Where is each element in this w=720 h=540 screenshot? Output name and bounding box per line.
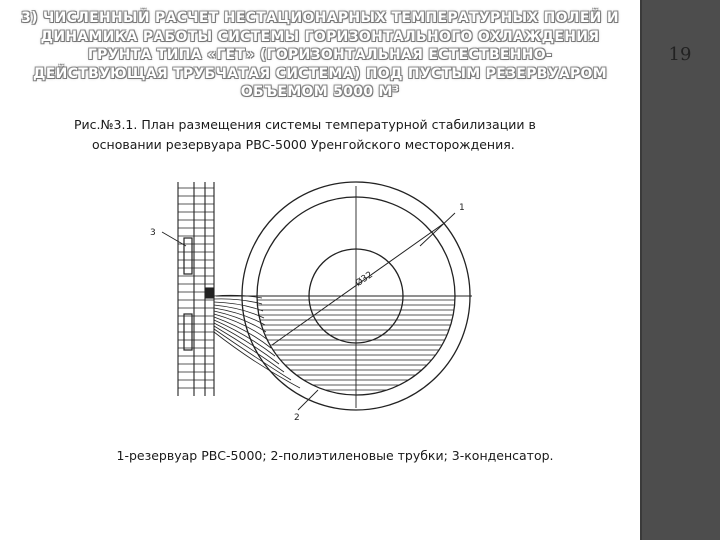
title-line-2: ДИНАМИКА РАБОТЫ СИСТЕМЫ ГОРИЗОНТАЛЬНОГО ОХЛАЖДЕНИЯ	[40, 28, 600, 45]
leader-line-1	[420, 213, 455, 246]
caption-line-2: основании резервуара РВС-5000 Уренгойского месторождения.	[92, 136, 515, 152]
condenser-rack	[178, 182, 214, 396]
title-line-5: ОБЪЕМОМ 5000 М³	[240, 84, 400, 100]
tube-fan	[214, 295, 300, 388]
figure-caption	[74, 115, 614, 154]
leader-line-2	[298, 390, 318, 410]
leader-line-3	[162, 232, 186, 246]
figure-label-3: 3	[150, 228, 156, 238]
page-number: 19	[668, 44, 692, 65]
figure-label-2: 2	[294, 413, 300, 423]
title-line-1: 3) ЧИСЛЕННЫЙ РАСЧЕТ НЕСТАЦИОНАРНЫХ ТЕМПЕРАТУРНЫХ ПОЛЕЙ И	[21, 10, 619, 26]
title-line-4: ДЕЙСТВУЮЩАЯ ТРУБЧАТАЯ СИСТЕМА) ПОД ПУСТЫМ РЕЗЕРВУАРОМ	[33, 65, 607, 82]
figure-legend: 1-резервуар РВС-5000; 2-полиэтиленовые трубки; 3-конденсатор.	[116, 448, 554, 463]
caption-line-1: Рис.№3.1. План размещения системы температурной стабилизации в	[74, 117, 536, 132]
slide-title	[20, 9, 620, 102]
tank-cooling-plan-diagram	[150, 176, 488, 426]
tube-hatching	[250, 300, 460, 390]
title-line-3: ГРУНТА ТИПА «ГЕТ» (ГОРИЗОНТАЛЬНАЯ ЕСТЕСТВЕННО-	[87, 47, 553, 63]
figure-label-1: 1	[459, 203, 465, 213]
diameter-label: Ø32	[353, 270, 375, 289]
